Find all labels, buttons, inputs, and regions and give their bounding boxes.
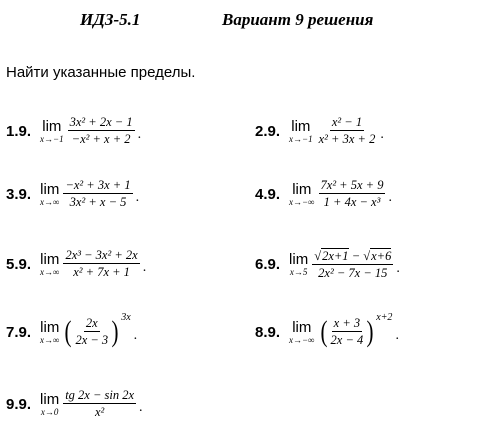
left-paren: ( [320, 315, 328, 348]
limit-subscript: x→−∞ [289, 196, 315, 207]
denominator: 3x² + x − 5 [69, 195, 127, 209]
limit-subscript: x→−1 [40, 133, 64, 144]
fraction [63, 248, 139, 280]
lim-word: lim [292, 318, 312, 336]
right-paren: ) [366, 315, 374, 348]
fraction [312, 248, 393, 281]
problem-9-9 [6, 388, 143, 420]
problem-6-9 [255, 248, 400, 281]
lim-word: lim [292, 180, 312, 198]
problem-5-9 [6, 248, 146, 280]
problem-4-9 [255, 178, 392, 210]
period: . [395, 328, 399, 343]
problem-number: 3.9. [6, 185, 32, 203]
denominator: 2x² − 7x − 15 [318, 266, 388, 280]
header-title: ИДЗ-5.1 [80, 10, 141, 29]
denominator: 2x − 4 [330, 333, 364, 347]
limit-operator [289, 252, 308, 277]
numerator: −x² + 3x + 1 [65, 178, 131, 192]
lim-word: lim [40, 250, 60, 268]
problem-8-9 [255, 312, 399, 348]
problem-number: 5.9. [6, 255, 32, 273]
period: . [388, 190, 392, 205]
denominator: x² + 3x + 2 [318, 132, 376, 146]
fraction [329, 316, 366, 348]
limit-subscript: x→0 [40, 406, 59, 417]
period: . [380, 127, 384, 142]
limit-operator [40, 392, 59, 417]
denominator: −x² + x + 2 [71, 132, 131, 146]
numerator: 2x³ − 3x² + 2x [65, 248, 138, 262]
fraction [73, 316, 110, 348]
limit-subscript: x→∞ [40, 334, 60, 345]
numerator: tg 2x − sin 2x [65, 388, 135, 402]
limit-subscript: x→∞ [40, 196, 60, 207]
period: . [135, 190, 140, 205]
period: . [137, 127, 142, 142]
numerator: x² − 1 [331, 115, 363, 129]
problem-2-9 [255, 115, 384, 147]
limit-operator [289, 320, 314, 345]
problem-number: 7.9. [6, 323, 32, 341]
fraction [317, 115, 378, 147]
denominator: 2x − 3 [75, 333, 109, 347]
denominator: x² + 7x + 1 [73, 265, 130, 279]
minus-sign: − [348, 249, 364, 263]
period: . [396, 260, 400, 276]
limit-operator [40, 119, 64, 144]
limit-operator [40, 320, 59, 345]
problem-3-9 [6, 178, 139, 210]
sqrt-term-1: 2x+1 [322, 249, 349, 263]
problem-number: 2.9. [255, 122, 281, 140]
fraction [319, 178, 386, 210]
lim-word: lim [40, 180, 60, 198]
problem-number: 1.9. [6, 122, 32, 140]
limit-subscript: x→−1 [289, 133, 313, 144]
period: . [139, 400, 143, 415]
limit-operator [40, 182, 59, 207]
denominator: 1 + 4x − x³ [323, 195, 381, 209]
problem-number: 4.9. [255, 185, 281, 203]
numerator: x + 3 [333, 316, 361, 330]
exponent: 3x [121, 312, 131, 323]
lim-word: lim [42, 117, 62, 135]
problem-number: 6.9. [255, 256, 281, 273]
problem-number: 8.9. [255, 323, 281, 341]
limit-operator [40, 252, 59, 277]
problem-7-9 [6, 312, 138, 348]
lim-word: lim [40, 390, 60, 408]
limit-subscript: x→−∞ [289, 334, 315, 345]
exponent: x+2 [376, 312, 393, 323]
limit-operator [289, 182, 314, 207]
lim-word: lim [40, 318, 60, 336]
period: . [142, 260, 147, 275]
problem-1-9 [6, 115, 141, 147]
header-variant: Вариант 9 решения [222, 10, 374, 29]
limit-subscript: x→5 [289, 267, 308, 277]
fraction [63, 178, 132, 210]
numerator: 7x² + 5x + 9 [320, 178, 384, 192]
right-paren: ) [111, 315, 119, 348]
limit-operator [289, 119, 313, 144]
numerator: 2x [85, 316, 98, 330]
problem-number: 9.9. [6, 395, 32, 413]
denominator: x² [94, 405, 105, 419]
fraction [68, 115, 135, 147]
period: . [133, 328, 138, 343]
left-paren: ( [64, 315, 72, 348]
limit-subscript: x→∞ [40, 266, 60, 277]
lim-word: lim [291, 117, 311, 135]
numerator: √2x+1 − √x+6 [314, 249, 392, 263]
instruction-text: Найти указанные пределы. [6, 64, 196, 81]
fraction [63, 388, 136, 420]
lim-word: lim [289, 251, 309, 268]
numerator: 3x² + 2x − 1 [69, 115, 133, 129]
sqrt-term-2: x+6 [371, 249, 392, 263]
